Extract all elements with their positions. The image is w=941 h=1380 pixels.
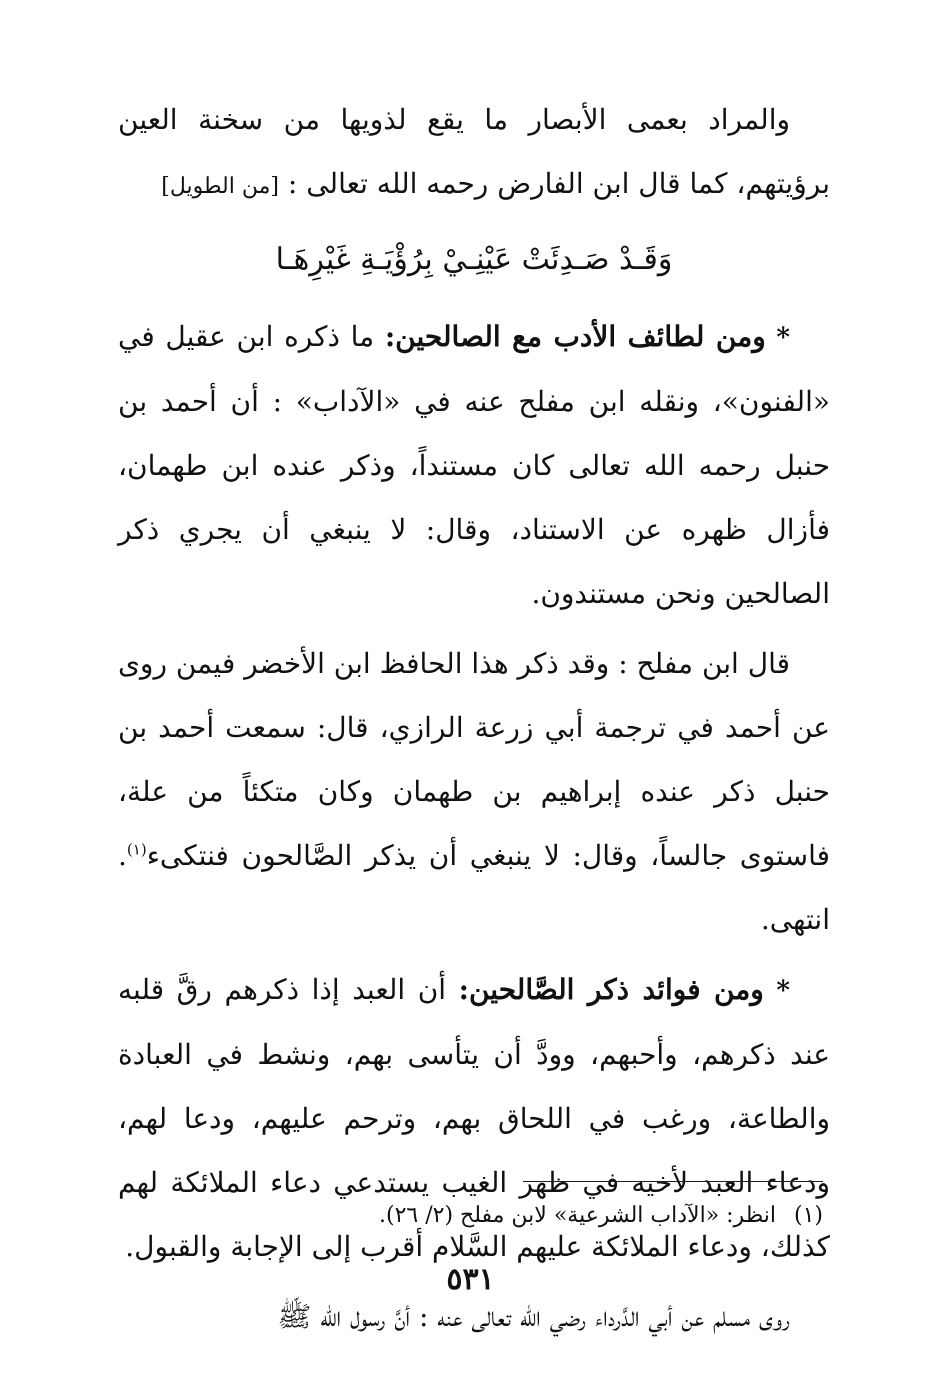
poetry-verse: وَقَـدْ صَـدِئَتْ عَيْنِـيْ بِرُؤْيَـةِ غَيْرِهَـا: [275, 242, 673, 277]
footnote-number: (١): [793, 1203, 823, 1228]
footnote-divider: [523, 1181, 823, 1182]
star-marker: *: [776, 323, 791, 353]
section-lead: ومن لطائف الأدب مع الصالحين:: [384, 320, 766, 353]
page-number: ٥٣١: [446, 1262, 495, 1297]
footnote-text: انظر: «الآداب الشرعية» لابن مفلح (٢/ ٢٦).: [378, 1203, 776, 1228]
paragraph-ibn-muflih: [118, 632, 830, 952]
paragraph-text: قال ابن مفلح : وقد ذكر هذا الحافظ ابن الأخضر فيمن روى عن أحمد في ترجمة أبي زرعة الرازي، قال: سمعت أحمد بن حنبل ذكر عنده إبراهيم بن طهمان وكان متكئاً من علة، فاستوى جالساً، وقال: لا ينبغي أن يذكر الصَّالحون فنتكىء: [118, 647, 830, 872]
paragraph-text: روى مسلم عن أبي الدَّرداء رضي الله تعالى عنه : أنَّ رسول الله ﷺ: [277, 1300, 790, 1333]
paragraph-text: أن العبد إذا ذكرهم رقَّ قلبه عند ذكرهم، وأحبهم، وودَّ أن يتأسى بهم، ونشط في العبادة والطاعة، ورغب في اللحاق بهم، وترحم عليهم، ودعا لهم، ودعاء العبد لأخيه في ظهر الغيب يستدعي دعاء الملائكة لهم كذلك، ودعاء الملائكة عليهم السَّلام أقرب إلى الإجابة والقبول.: [118, 973, 830, 1263]
paragraph-intro: [118, 88, 830, 219]
paragraph-etiquette: [118, 305, 830, 626]
paragraph-intro-text: والمراد بعمى الأبصار ما يقع لذويها من سخنة العين برؤيتهم، كما قال ابن الفارض رحمه الله تعالى :: [118, 103, 830, 200]
section-lead: ومن فوائد ذكر الصَّالحين:: [458, 973, 764, 1006]
meter-label: [من الطويل]: [161, 174, 279, 199]
footnote: [111, 1196, 823, 1236]
main-text: [118, 88, 830, 1355]
star-marker: *: [776, 976, 790, 1006]
footnote-marker: (١): [126, 840, 147, 859]
paragraph-text: ما ذكره ابن عقيل في «الفنون»، ونقله ابن مفلح عنه في «الآداب» : أن أحمد بن حنبل رحمه الله تعالى كان مستنداً، وذكر عنده ابن طهمان، فأزال ظهره عن الاستناد، وقال: لا ينبغي أن يجري ذكر الصالحين ونحن مستندون.: [118, 320, 830, 610]
paragraph-tail: . انتهى.: [118, 839, 830, 936]
